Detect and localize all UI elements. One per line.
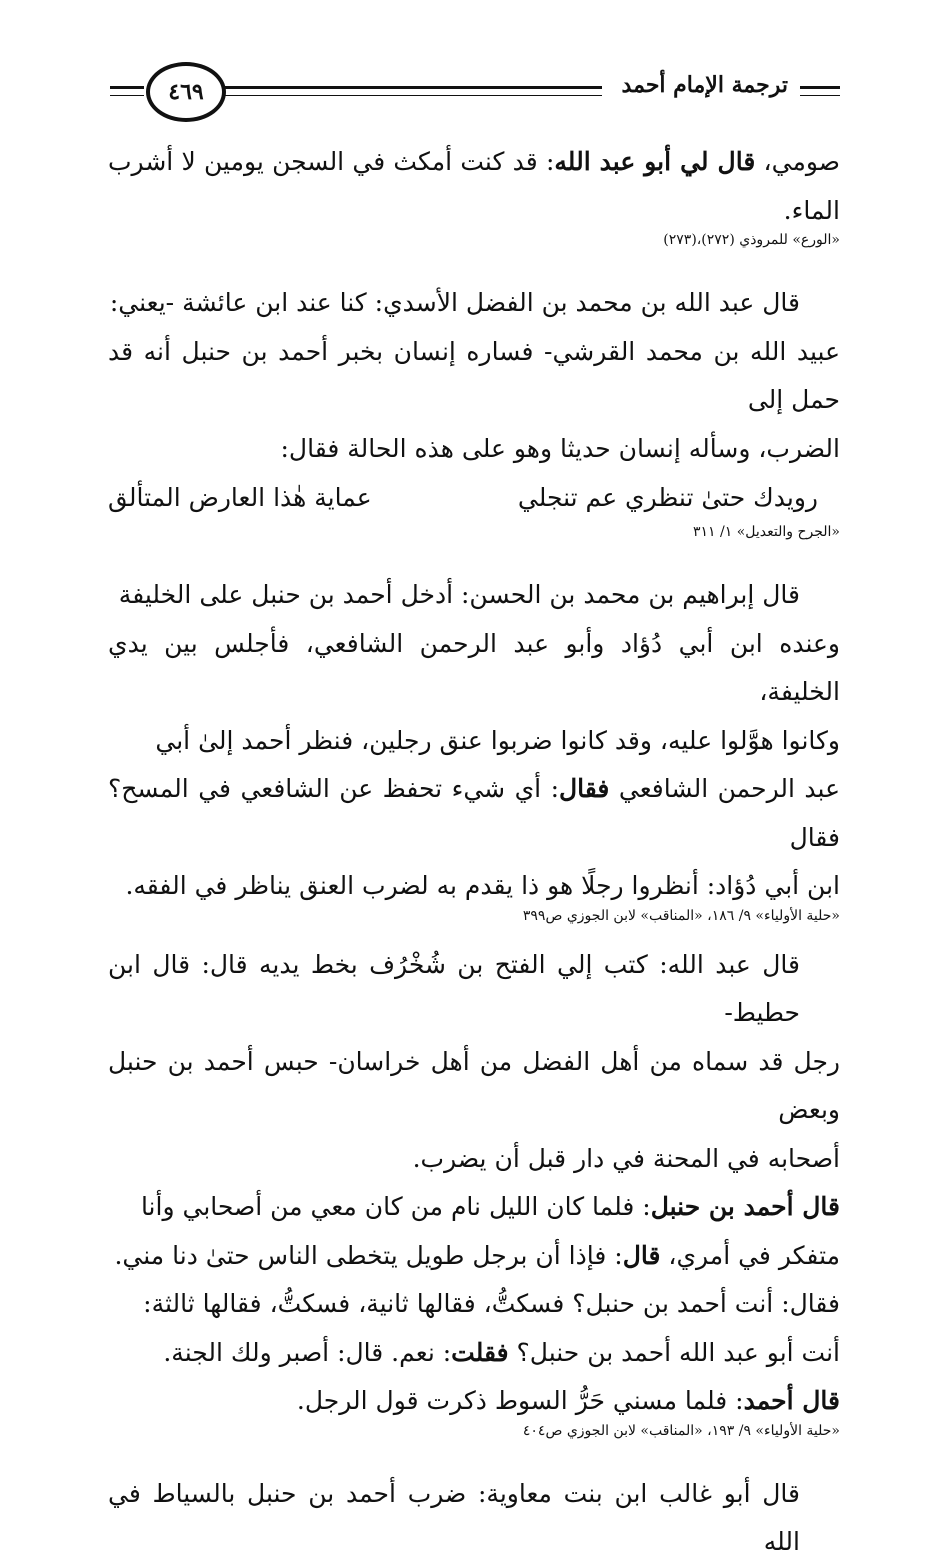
text-line: عبيد الله بن محمد القرشي- فساره إنسان بخبر أحمد بن حنبل أنه قد حمل إلى	[108, 336, 840, 414]
text-run: : نعم. قال: أصبر ولك الجنة.	[163, 1337, 452, 1367]
text-line	[108, 1232, 840, 1281]
text-line: قال عبد الله: كتب إلي الفتح بن شُخْرُف بخط يديه قال: قال ابن حطيط-	[108, 949, 800, 1027]
text-line	[108, 1329, 840, 1378]
bold-word: فقال	[559, 774, 610, 803]
text-line: وعنده ابن أبي دُؤاد وأبو عبد الرحمن الشافعي، فأجلس بين يدي الخليفة،	[108, 628, 840, 706]
page-content	[108, 138, 840, 1567]
text-run: : قد كنت أمكث في السجن يومين لا أشرب الماء.	[108, 147, 840, 225]
source-citation-1: «الورع» للمروذي (٢٧٢)،(٢٧٣)	[663, 232, 840, 248]
paragraph-4	[108, 941, 840, 1184]
bold-speaker: قال أحمد بن حنبل	[650, 1192, 840, 1221]
paragraph-3	[108, 571, 840, 911]
bold-word: فقلت	[451, 1337, 509, 1367]
header-rule-left	[110, 86, 144, 96]
verse-first-hemistich: رويدك حتىٰ تنظري عم تنجلي	[517, 483, 818, 512]
bold-speaker: قال أحمد	[743, 1386, 840, 1415]
header-rule-middle	[225, 86, 602, 96]
bold-speaker: قال لي أبو عبد الله	[554, 147, 756, 176]
source-citation-5: «حلية الأولياء» ٩/ ١٩٣، «المناقب» لابن الجوزي ص٤٠٤	[522, 1422, 840, 1439]
page-number-badge	[146, 62, 226, 122]
source-citation-3: «حلية الأولياء» ٩/ ١٨٦، «المناقب» لابن الجوزي ص٣٩٩	[522, 907, 840, 924]
text-line	[108, 1377, 840, 1426]
page-header	[110, 50, 840, 130]
text-line	[108, 765, 840, 862]
text-run: : فلما كان الليل نام من كان معي من أصحابي وأنا	[140, 1192, 651, 1221]
verse-second-hemistich: عماية هٰذا العارض المتألق	[108, 483, 372, 512]
header-rule-right	[800, 86, 840, 96]
paragraph-1	[108, 138, 840, 235]
text-run: : فلما مسني حَرُّ السوط ذكرت قول الرجل.	[296, 1386, 744, 1415]
paragraph-2	[108, 279, 840, 473]
text-line: أصحابه في المحنة في دار قبل أن يضرب.	[412, 1143, 840, 1173]
poetry-verse	[108, 475, 840, 521]
text-line: فقال: أنت أحمد بن حنبل؟ فسكتُّ، فقالها ثانية، فسكتُّ، فقالها ثالثة:	[143, 1289, 840, 1318]
source-citation-2: «الجرح والتعديل» ١/ ٣١١	[693, 524, 840, 540]
text-run: أنت أبو عبد الله أحمد بن حنبل؟	[508, 1337, 840, 1367]
text-line	[108, 1183, 840, 1232]
text-run: صومي،	[755, 147, 840, 176]
text-run: عبد الرحمن الشافعي	[609, 774, 840, 803]
paragraph-6	[108, 1470, 840, 1567]
text-run: متفكر في أمري،	[660, 1240, 840, 1270]
text-line: ابن أبي دُؤاد: أنظروا رجلًا هو ذا يقدم به لضرب العنق يناظر في الفقه.	[125, 871, 840, 900]
text-line: الضرب، وسأله إنسان حديثا وهو على هذه الحالة فقال:	[280, 433, 840, 463]
text-line: قال إبراهيم بن محمد بن الحسن: أدخل أحمد بن حنبل على الخليفة	[118, 580, 800, 609]
paragraph-5	[108, 1183, 840, 1426]
bold-word: قال	[622, 1240, 661, 1270]
text-run: : فإذا أن برجل طويل يتخطى الناس حتىٰ دنا مني.	[114, 1240, 623, 1270]
text-run: : أي شيء تحفظ عن الشافعي في المسح؟ فقال	[108, 774, 840, 852]
text-line: قال عبد الله بن محمد بن الفضل الأسدي: كنا عند ابن عائشة -يعني:	[109, 288, 800, 317]
text-line: قال أبو غالب ابن بنت معاوية: ضرب أحمد بن حنبل بالسياط في الله	[108, 1478, 800, 1556]
text-line: رجل قد سماه من أهل الفضل من أهل خراسان- حبس أحمد بن حنبل وبعض	[108, 1046, 840, 1124]
page-number: ٤٦٩	[168, 79, 204, 105]
text-line: وكانوا هوَّلوا عليه، وقد كانوا ضربوا عنق رجلين، فنظر أحمد إلىٰ أبي	[155, 725, 840, 755]
running-title: ترجمة الإمام أحمد	[616, 72, 794, 98]
